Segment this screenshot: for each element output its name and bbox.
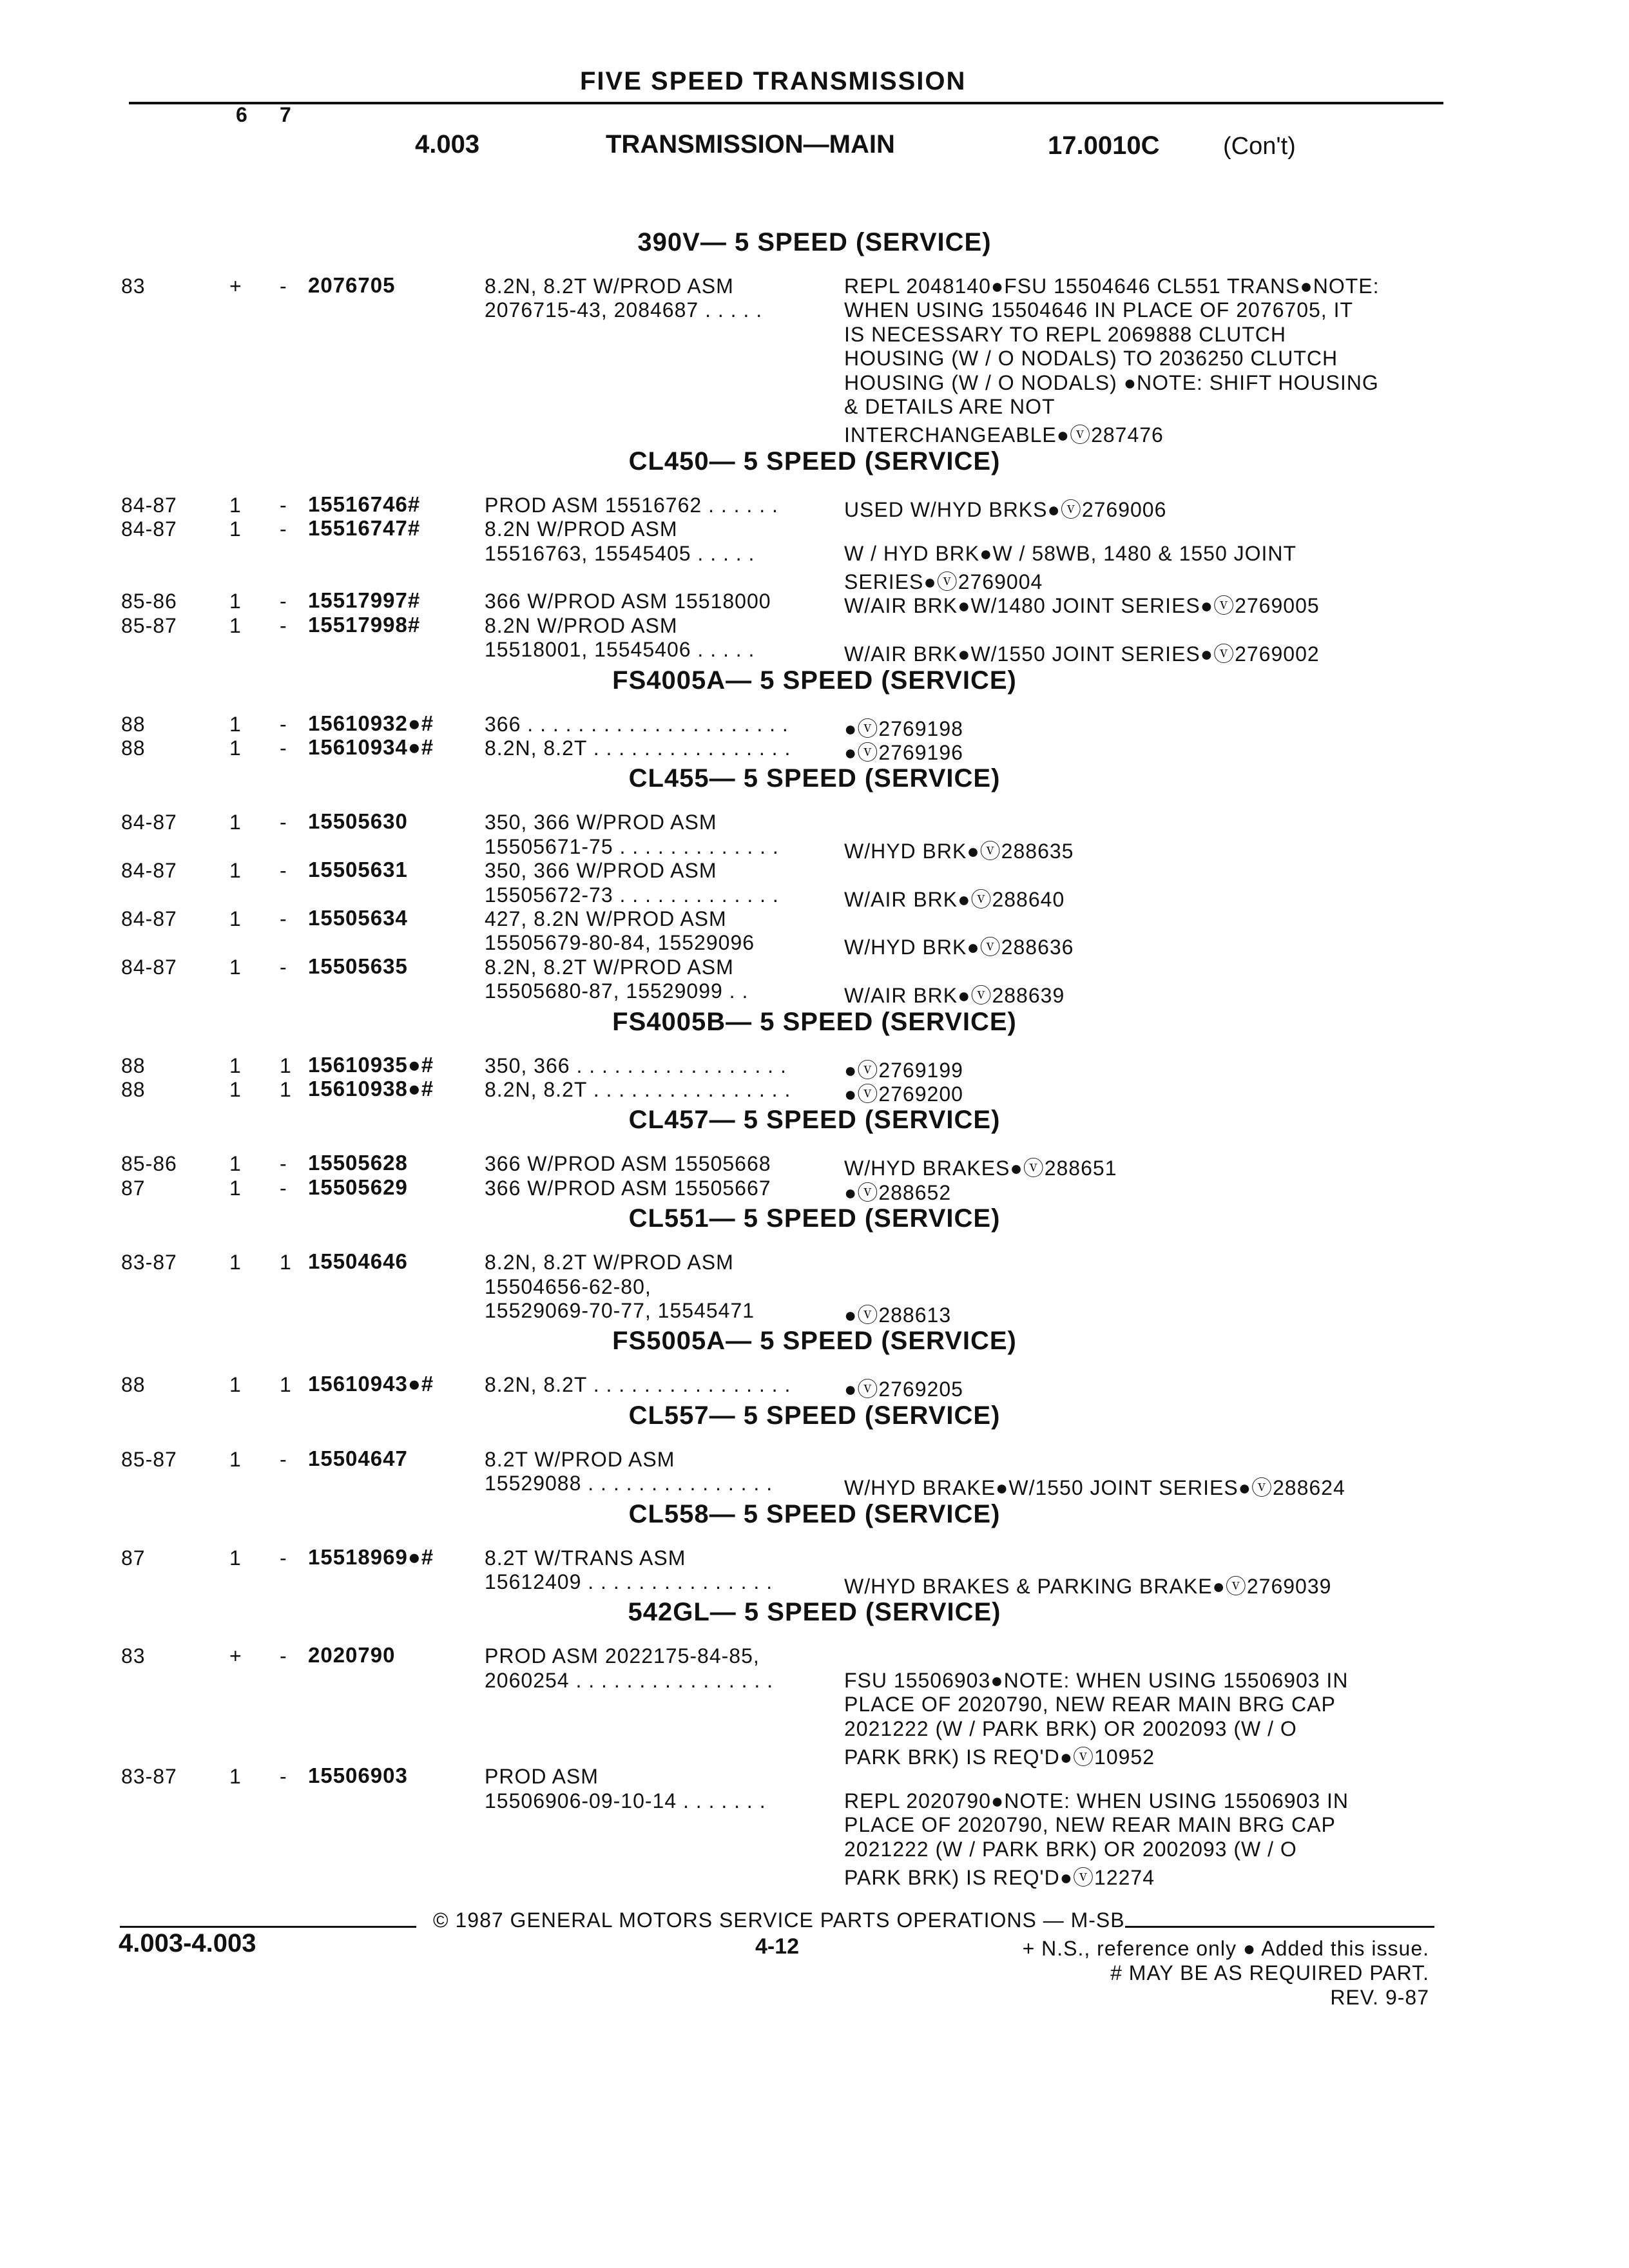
quantity-col-7: - [280, 1152, 287, 1176]
description-line: 15505671-75 . . . . . . . . . . . . . [485, 834, 779, 858]
note-line: ●ⓥ2769198 [844, 716, 963, 740]
quantity-col-7: - [280, 493, 287, 517]
note-line: HOUSING (W / O NODALS) ●NOTE: SHIFT HOUSING [844, 370, 1379, 394]
note-line: SERIES●ⓥ2769004 [844, 570, 1043, 593]
note-line: PARK BRK) IS REQ'D●ⓥ12274 [844, 1866, 1155, 1889]
description-line: 8.2N, 8.2T W/PROD ASM [485, 274, 734, 298]
part-number: 15505630 [308, 809, 408, 834]
note-line: W/HYD BRK●ⓥ288636 [844, 936, 1074, 959]
note-line: REPL 2048140●FSU 15504646 CL551 TRANS●NOTE: [844, 274, 1380, 298]
note-line: PLACE OF 2020790, NEW REAR MAIN BRG CAP [844, 1693, 1336, 1716]
description-line: 8.2T W/TRANS ASM [485, 1546, 686, 1570]
note-line: ●ⓥ2769200 [844, 1082, 963, 1106]
part-number: 15518969●# [308, 1544, 434, 1569]
note-line: 2021222 (W / PARK BRK) OR 2002093 (W / O [844, 1837, 1297, 1861]
model-year: 84-87 [121, 517, 177, 541]
quantity-col-6: 1 [229, 1251, 242, 1274]
quantity-col-7: - [280, 1176, 287, 1200]
quantity-col-6: 1 [229, 517, 242, 541]
quantity-col-7: - [280, 1546, 287, 1570]
quantity-col-6: 1 [229, 811, 242, 834]
section-title: FS5005A— 5 SPEED (SERVICE) [612, 1327, 1017, 1356]
description-line: 15529069-70-77, 15545471 [485, 1299, 755, 1322]
note-line: W/AIR BRK●ⓥ288639 [844, 984, 1065, 1008]
quantity-col-6: 1 [229, 859, 242, 883]
legend-as-required: # MAY BE AS REQUIRED PART. [1110, 1961, 1429, 1984]
model-year: 85-87 [121, 1447, 177, 1471]
quantity-col-6: 1 [229, 1152, 242, 1176]
description-line: 8.2N, 8.2T . . . . . . . . . . . . . . . . [485, 736, 791, 760]
part-number: 15516747# [308, 516, 421, 541]
note-line: HOUSING (W / O NODALS) TO 2036250 CLUTCH [844, 347, 1338, 370]
quantity-col-7: 1 [280, 1078, 292, 1101]
quantity-col-7: - [280, 1447, 287, 1471]
note-line: ●ⓥ288652 [844, 1180, 952, 1204]
model-year: 87 [121, 1176, 146, 1200]
quantity-col-6: 1 [229, 1078, 242, 1101]
revision-date: REV. 9-87 [1330, 1986, 1429, 2009]
part-number: 15505628 [308, 1151, 408, 1175]
group-code: 17.0010C [1048, 131, 1160, 160]
description-line: 15516763, 15545405 . . . . . [485, 541, 755, 565]
model-year: 88 [121, 1373, 146, 1397]
description-line: 8.2T W/PROD ASM [485, 1447, 675, 1471]
description-line: 15529088 . . . . . . . . . . . . . . . [485, 1472, 773, 1495]
part-number: 15610943●# [308, 1372, 434, 1396]
model-year: 85-86 [121, 1152, 177, 1176]
note-line: W/HYD BRAKES & PARKING BRAKE●ⓥ2769039 [844, 1575, 1332, 1598]
note-line: & DETAILS ARE NOT [844, 395, 1055, 418]
model-year: 83-87 [121, 1765, 177, 1789]
legend-reference: + N.S., reference only ● Added this issue. [1022, 1937, 1429, 1960]
note-line: W/AIR BRK●ⓥ288640 [844, 887, 1065, 911]
description-line: 350, 366 W/PROD ASM [485, 859, 717, 883]
note-line: W/AIR BRK●W/1480 JOINT SERIES●ⓥ2769005 [844, 594, 1320, 618]
section-title: FS4005B— 5 SPEED (SERVICE) [612, 1007, 1017, 1036]
description-line: PROD ASM [485, 1765, 599, 1789]
part-number: 15517998# [308, 612, 421, 637]
quantity-col-6: + [229, 274, 242, 298]
quantity-col-6: 1 [229, 907, 242, 930]
section-title: CL450— 5 SPEED (SERVICE) [628, 447, 1001, 476]
note-line: 2021222 (W / PARK BRK) OR 2002093 (W / O [844, 1716, 1297, 1740]
note-line: WHEN USING 15504646 IN PLACE OF 2076705, IT [844, 298, 1353, 322]
note-line: ●ⓥ2769196 [844, 741, 963, 764]
quantity-col-6: 1 [229, 1373, 242, 1397]
part-number: 2020790 [308, 1643, 396, 1667]
model-year: 88 [121, 1053, 146, 1077]
section-title: CL558— 5 SPEED (SERVICE) [628, 1499, 1001, 1528]
note-line: W/HYD BRAKES●ⓥ288651 [844, 1157, 1117, 1180]
model-year: 84-87 [121, 859, 177, 883]
quantity-col-6: + [229, 1644, 242, 1668]
description-line: 350, 366 W/PROD ASM [485, 811, 717, 834]
description-line: 15504656-62-80, [485, 1274, 651, 1298]
description-line: 350, 366 . . . . . . . . . . . . . . . . . [485, 1053, 787, 1077]
part-number: 15504647 [308, 1446, 408, 1470]
part-number: 15505635 [308, 954, 408, 978]
part-number: 15505634 [308, 906, 408, 930]
description-line: 15506906-09-10-14 . . . . . . . [485, 1789, 766, 1812]
description-line: 15518001, 15545406 . . . . . [485, 638, 755, 662]
quantity-col-6: 1 [229, 955, 242, 979]
model-year: 88 [121, 736, 146, 760]
description-line: 8.2N, 8.2T W/PROD ASM [485, 955, 734, 979]
description-line: PROD ASM 2022175-84-85, [485, 1644, 760, 1668]
description-line: 8.2N W/PROD ASM [485, 613, 678, 637]
description-line: 366 W/PROD ASM 15505667 [485, 1176, 771, 1200]
column-6-label: 6 [236, 103, 247, 126]
model-year: 88 [121, 1078, 146, 1101]
model-year: 88 [121, 712, 146, 736]
page-title: FIVE SPEED TRANSMISSION [580, 67, 967, 95]
description-line: 8.2N, 8.2T . . . . . . . . . . . . . . . . [485, 1078, 791, 1101]
section-title: 542GL— 5 SPEED (SERVICE) [628, 1598, 1001, 1627]
quantity-col-7: - [280, 859, 287, 883]
quantity-col-6: 1 [229, 590, 242, 613]
quantity-col-7: - [280, 811, 287, 834]
section-title: CL551— 5 SPEED (SERVICE) [628, 1204, 1001, 1233]
part-number: 15610934●# [308, 735, 434, 759]
footer-rule-left [120, 1926, 416, 1928]
section-range: 4.003-4.003 [119, 1929, 256, 1957]
quantity-col-6: 1 [229, 736, 242, 760]
quantity-col-7: - [280, 517, 287, 541]
quantity-col-6: 1 [229, 1053, 242, 1077]
quantity-col-7: - [280, 955, 287, 979]
model-year: 83 [121, 274, 146, 298]
part-number: 15506903 [308, 1763, 408, 1788]
continued-label: (Con't) [1223, 133, 1296, 160]
part-number: 15610932●# [308, 711, 434, 735]
description-line: 8.2N, 8.2T W/PROD ASM [485, 1251, 734, 1274]
quantity-col-6: 1 [229, 493, 242, 517]
quantity-col-6: 1 [229, 1176, 242, 1200]
section-title: FS4005A— 5 SPEED (SERVICE) [612, 666, 1017, 695]
quantity-col-7: - [280, 613, 287, 637]
quantity-col-7: - [280, 274, 287, 298]
quantity-col-7: - [280, 712, 287, 736]
part-number: 15610935●# [308, 1052, 434, 1077]
section-number: 4.003 [415, 130, 480, 159]
note-line: INTERCHANGEABLE●ⓥ287476 [844, 423, 1164, 447]
section-title: CL557— 5 SPEED (SERVICE) [628, 1401, 1001, 1430]
description-line: 2076715-43, 2084687 . . . . . [485, 298, 763, 322]
model-year: 83 [121, 1644, 146, 1668]
section-title: CL455— 5 SPEED (SERVICE) [628, 764, 1001, 793]
description-line: 8.2N W/PROD ASM [485, 517, 678, 541]
model-year: 87 [121, 1546, 146, 1570]
model-year: 84-87 [121, 907, 177, 930]
part-number: 15505631 [308, 858, 408, 882]
quantity-col-7: - [280, 907, 287, 930]
description-line: 427, 8.2N W/PROD ASM [485, 907, 727, 930]
quantity-col-7: - [280, 590, 287, 613]
footer-rule-right [1125, 1926, 1434, 1928]
description-line: 15505680-87, 15529099 . . [485, 979, 749, 1003]
part-number: 15504646 [308, 1249, 408, 1274]
description-line: 366 W/PROD ASM 15518000 [485, 590, 771, 613]
model-year: 84-87 [121, 811, 177, 834]
model-year: 84-87 [121, 493, 177, 517]
model-year: 85-86 [121, 590, 177, 613]
quantity-col-7: 1 [280, 1373, 292, 1397]
quantity-col-6: 1 [229, 613, 242, 637]
quantity-col-6: 1 [229, 712, 242, 736]
quantity-col-7: - [280, 1644, 287, 1668]
header-rule [129, 102, 1443, 104]
description-line: 15612409 . . . . . . . . . . . . . . . [485, 1570, 773, 1593]
model-year: 83-87 [121, 1251, 177, 1274]
quantity-col-6: 1 [229, 1546, 242, 1570]
note-line: W / HYD BRK●W / 58WB, 1480 & 1550 JOINT [844, 541, 1297, 565]
part-number: 15517997# [308, 588, 421, 613]
part-number: 2076705 [308, 273, 396, 297]
section-title: 390V— 5 SPEED (SERVICE) [637, 228, 992, 256]
quantity-col-7: - [280, 1765, 287, 1789]
description-line: 366 W/PROD ASM 15505668 [485, 1152, 771, 1176]
part-number: 15516746# [308, 492, 421, 516]
quantity-col-7: 1 [280, 1251, 292, 1274]
note-line: IS NECESSARY TO REPL 2069888 CLUTCH [844, 322, 1286, 346]
copyright-notice: © 1987 GENERAL MOTORS SERVICE PARTS OPERATIONS — M-SB [433, 1908, 1125, 1932]
quantity-col-6: 1 [229, 1447, 242, 1471]
description-line: 8.2N, 8.2T . . . . . . . . . . . . . . . . [485, 1373, 791, 1397]
note-line: PARK BRK) IS REQ'D●ⓥ10952 [844, 1745, 1155, 1769]
quantity-col-7: - [280, 736, 287, 760]
section-title: CL457— 5 SPEED (SERVICE) [628, 1106, 1001, 1135]
note-line: FSU 15506903●NOTE: WHEN USING 15506903 IN [844, 1668, 1349, 1692]
quantity-col-7: 1 [280, 1053, 292, 1077]
note-line: W/AIR BRK●W/1550 JOINT SERIES●ⓥ2769002 [844, 642, 1320, 666]
part-number: 15505629 [308, 1175, 408, 1199]
section-name: TRANSMISSION—MAIN [606, 130, 895, 159]
note-line: USED W/HYD BRKS●ⓥ2769006 [844, 497, 1167, 521]
description-line: PROD ASM 15516762 . . . . . . [485, 493, 778, 517]
page-number: 4-12 [755, 1934, 800, 1959]
note-line: PLACE OF 2020790, NEW REAR MAIN BRG CAP [844, 1813, 1336, 1837]
note-line: ●ⓥ288613 [844, 1303, 952, 1327]
note-line: REPL 2020790●NOTE: WHEN USING 15506903 IN [844, 1789, 1349, 1812]
description-line: 15505672-73 . . . . . . . . . . . . . [485, 883, 779, 907]
description-line: 2060254 . . . . . . . . . . . . . . . . [485, 1668, 774, 1692]
model-year: 85-87 [121, 613, 177, 637]
note-line: W/HYD BRAKE●W/1550 JOINT SERIES●ⓥ288624 [844, 1476, 1345, 1500]
part-number: 15610938●# [308, 1077, 434, 1100]
model-year: 84-87 [121, 955, 177, 979]
note-line: W/HYD BRK●ⓥ288635 [844, 839, 1074, 863]
quantity-col-6: 1 [229, 1765, 242, 1789]
description-line: 366 . . . . . . . . . . . . . . . . . . . . . [485, 712, 789, 736]
description-line: 15505679-80-84, 15529096 [485, 931, 755, 955]
column-7-label: 7 [280, 103, 291, 126]
note-line: ●ⓥ2769205 [844, 1378, 963, 1401]
note-line: ●ⓥ2769199 [844, 1058, 963, 1082]
